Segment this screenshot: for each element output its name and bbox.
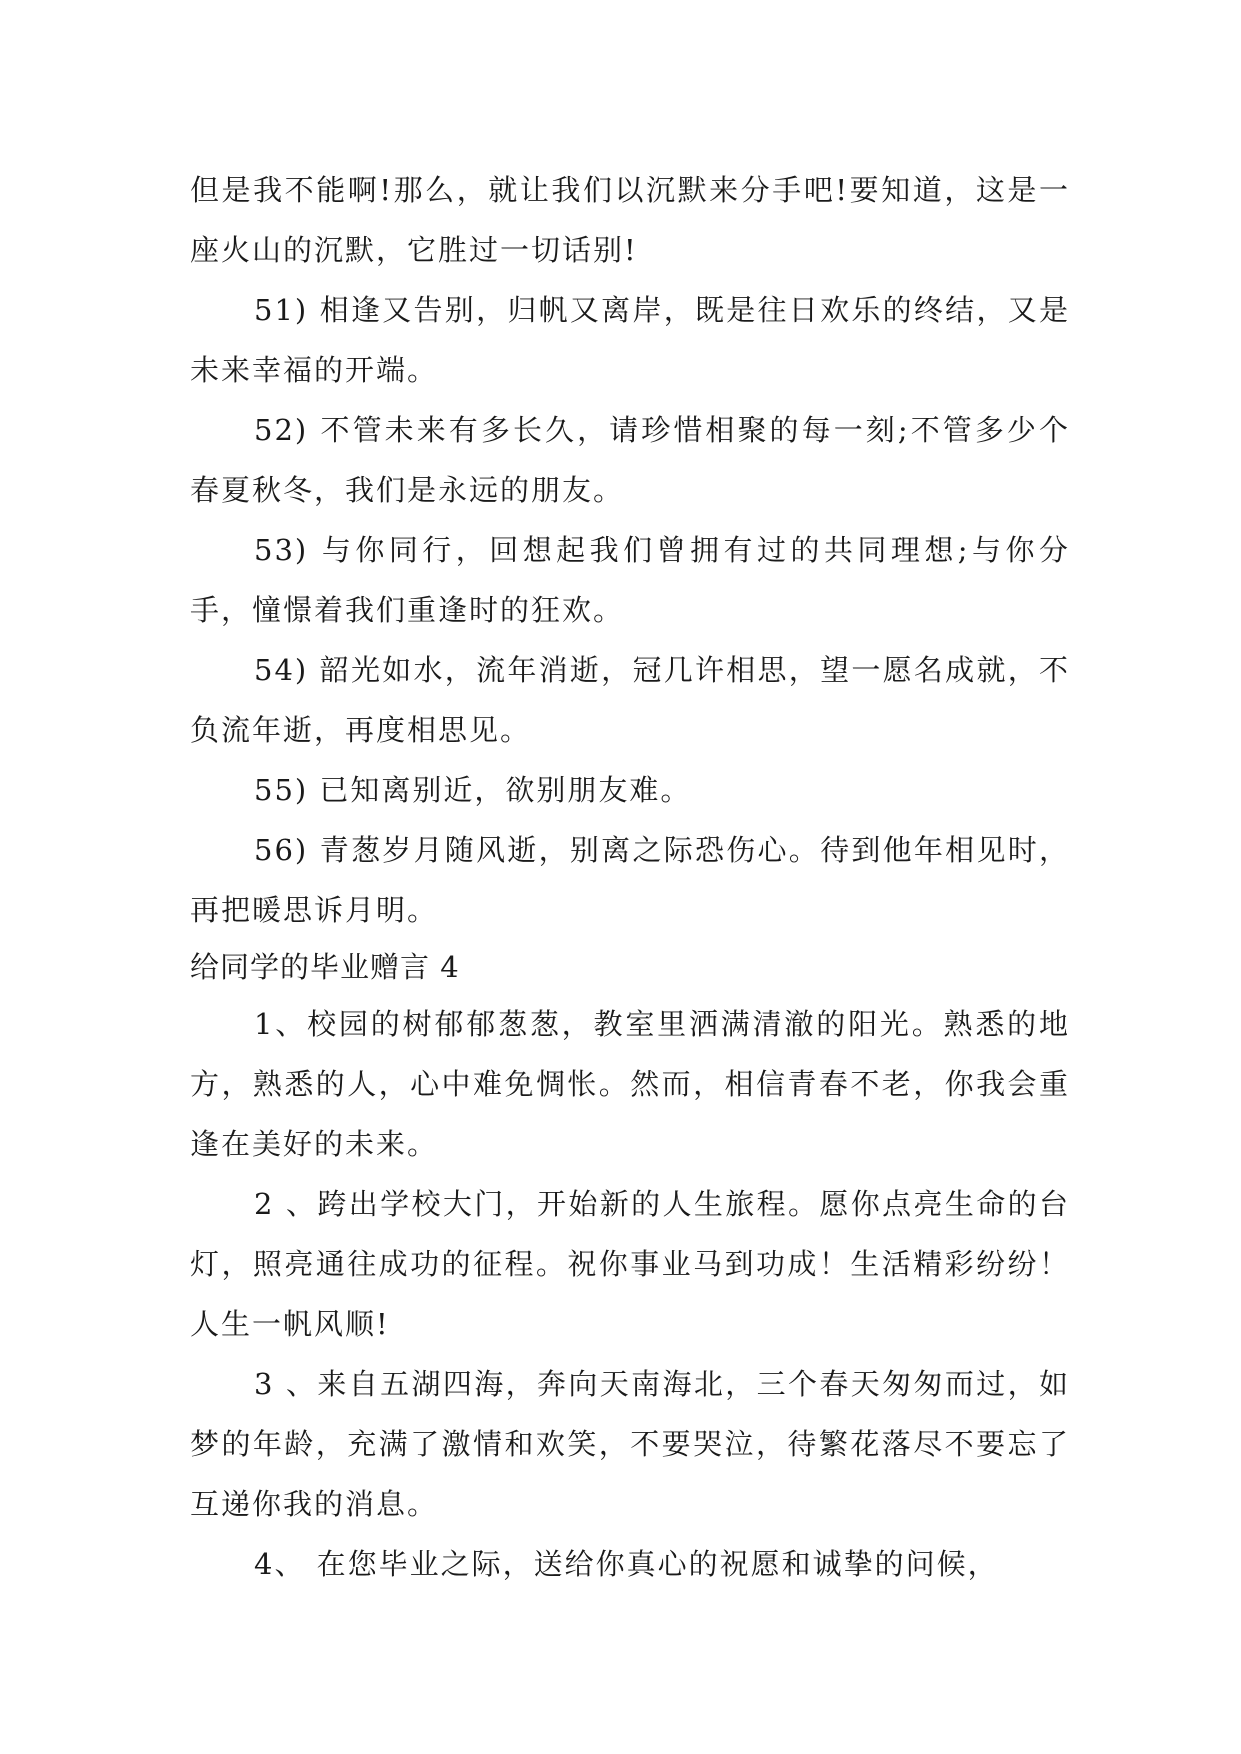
section-heading: 给同学的毕业赠言 4 bbox=[190, 950, 460, 984]
paragraph-item-52: 52) 不管未来有多长久，请珍惜相聚的每一刻;不管多少个春夏秋冬，我们是永远的朋友。 bbox=[190, 413, 1070, 507]
paragraph-item-56: 56) 青葱岁月随风逝，别离之际恐伤心。待到他年相见时，再把暖思诉月明。 bbox=[190, 833, 1070, 927]
paragraph-item-53: 53) 与你同行，回想起我们曾拥有过的共同理想;与你分手，憧憬着我们重逢时的狂欢。 bbox=[190, 533, 1070, 627]
paragraph-continuation: 但是我不能啊!那么，就让我们以沉默来分手吧!要知道，这是一座火山的沉默，它胜过一切话别! bbox=[190, 173, 1070, 267]
section-paragraph-1: 1、校园的树郁郁葱葱，教室里洒满清澈的阳光。熟悉的地方，熟悉的人，心中难免惆怅。然而，相信青春不老，你我会重逢在美好的未来。 bbox=[190, 1007, 1070, 1161]
section-paragraph-2: 2 、跨出学校大门，开始新的人生旅程。愿你点亮生命的台灯，照亮通往成功的征程。祝你事业马到功成！生活精彩纷纷！人生一帆风顺! bbox=[190, 1187, 1070, 1341]
paragraph-item-51: 51) 相逢又告别，归帆又离岸，既是往日欢乐的终结，又是未来幸福的开端。 bbox=[190, 293, 1070, 387]
section-paragraph-4: 4、 在您毕业之际，送给你真心的祝愿和诚挚的问候， bbox=[254, 1547, 999, 1581]
section-paragraph-3: 3 、来自五湖四海，奔向天南海北，三个春天匆匆而过，如梦的年龄，充满了激情和欢笑，不要哭泣，待繁花落尽不要忘了互递你我的消息。 bbox=[190, 1367, 1070, 1521]
document-body bbox=[190, 160, 1070, 1594]
paragraph-item-55: 55) 已知离别近，欲别朋友难。 bbox=[254, 773, 692, 807]
paragraph-item-54: 54) 韶光如水，流年消逝，冠几许相思，望一愿名成就，不负流年逝，再度相思见。 bbox=[190, 653, 1070, 747]
